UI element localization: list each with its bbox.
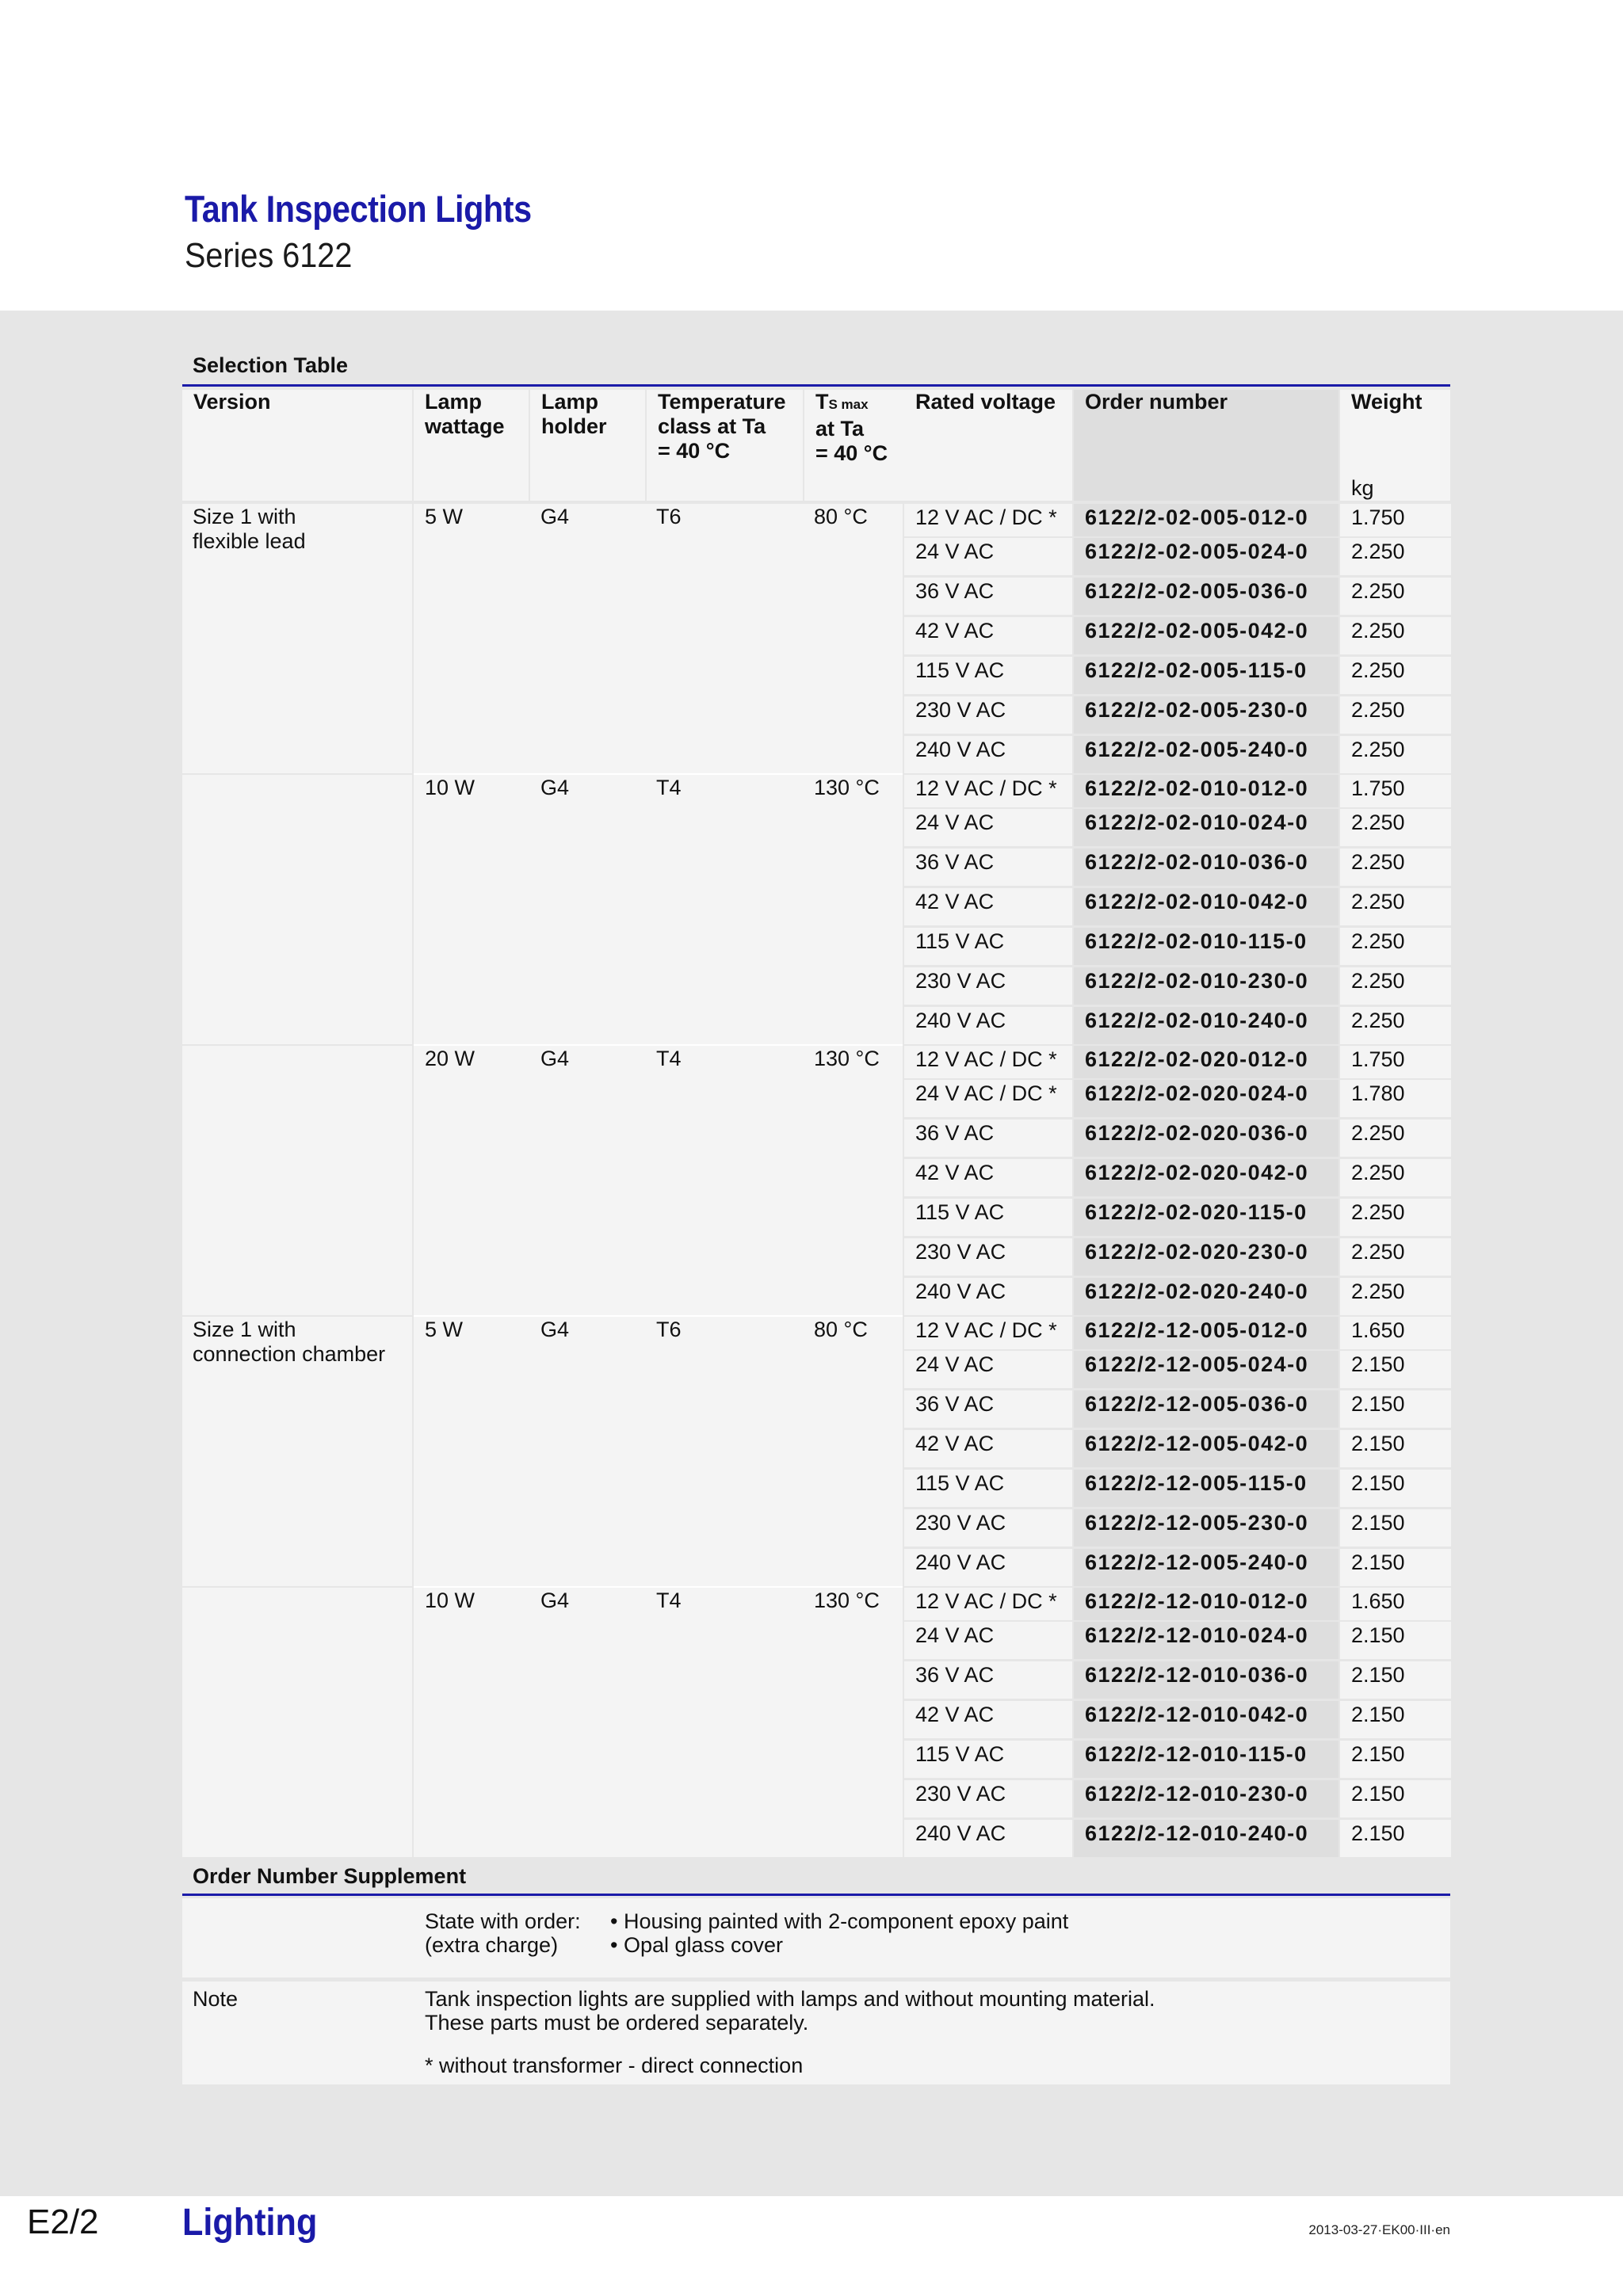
rated-voltage-cell: 115 V AC — [904, 1470, 1072, 1507]
spec-cells — [414, 1046, 903, 1315]
rated-voltage-cell: 240 V AC — [904, 1549, 1072, 1586]
weight-cell: 1.780 — [1340, 1080, 1451, 1117]
rated-voltage-cell: 12 V AC / DC * — [904, 1317, 1072, 1349]
table-row — [904, 1007, 1451, 1044]
order-number-cell: 6122/2-12-010-012-0 — [1074, 1588, 1338, 1620]
weight-cell: 2.150 — [1340, 1470, 1451, 1507]
weight-cell: 2.150 — [1340, 1509, 1451, 1547]
weight-cell: 2.150 — [1340, 1351, 1451, 1388]
column-header-lamp-holder: Lamp holder — [530, 390, 645, 501]
version-cell — [182, 1588, 412, 1857]
table-row — [904, 967, 1451, 1005]
weight-cell: 2.250 — [1340, 578, 1451, 615]
temperature-class: T6 — [656, 505, 682, 528]
weight-cell: 2.250 — [1340, 1007, 1451, 1044]
table-row — [904, 1159, 1451, 1196]
rated-voltage-cell: 240 V AC — [904, 1820, 1072, 1857]
ts-max: 130 °C — [814, 1047, 880, 1070]
order-number-cell: 6122/2-12-010-240-0 — [1074, 1820, 1338, 1857]
rated-voltage-cell: 115 V AC — [904, 928, 1072, 965]
table-row — [904, 1351, 1451, 1388]
order-number-cell: 6122/2-02-010-024-0 — [1074, 809, 1338, 846]
order-number-cell: 6122/2-02-020-115-0 — [1074, 1199, 1338, 1236]
table-row — [904, 849, 1451, 886]
order-number-cell: 6122/2-02-020-240-0 — [1074, 1278, 1338, 1315]
column-header-version: Version — [182, 390, 412, 501]
column-header-weight: Weight kg — [1340, 390, 1450, 501]
rated-voltage-cell: 240 V AC — [904, 736, 1072, 773]
order-number-cell: 6122/2-02-005-230-0 — [1074, 696, 1338, 734]
order-number-cell: 6122/2-12-010-115-0 — [1074, 1741, 1338, 1778]
weight-cell: 2.250 — [1340, 849, 1451, 886]
supplement-title: Order Number Supplement — [193, 1864, 467, 1888]
table-row — [904, 1741, 1451, 1778]
column-header-order-number: Order number — [1074, 390, 1338, 501]
order-number-cell: 6122/2-02-010-240-0 — [1074, 1007, 1338, 1044]
rated-voltage-cell: 115 V AC — [904, 1199, 1072, 1236]
rated-voltage-cell: 36 V AC — [904, 1119, 1072, 1157]
group-separator — [414, 1586, 903, 1588]
order-number-cell: 6122/2-02-010-042-0 — [1074, 888, 1338, 925]
rated-voltage-cell: 230 V AC — [904, 696, 1072, 734]
table-row — [904, 888, 1451, 925]
table-row — [904, 538, 1451, 575]
table-header-rule — [182, 384, 1450, 387]
table-row — [904, 1661, 1451, 1699]
table-row — [904, 1780, 1451, 1817]
table-row — [904, 809, 1451, 846]
table-row — [904, 617, 1451, 654]
spec-cells — [414, 775, 903, 1044]
footer-document-code: 2013-03-27·EK00·III·en — [1308, 2222, 1450, 2237]
weight-cell: 2.150 — [1340, 1622, 1451, 1659]
ts-max: 80 °C — [814, 505, 868, 528]
rated-voltage-cell: 12 V AC / DC * — [904, 775, 1072, 807]
table-row — [904, 1430, 1451, 1467]
weight-cell: 2.150 — [1340, 1701, 1451, 1738]
column-header-lamp-wattage: Lamp wattage — [414, 390, 529, 501]
order-number-cell: 6122/2-12-005-115-0 — [1074, 1470, 1338, 1507]
order-number-cell: 6122/2-02-005-024-0 — [1074, 538, 1338, 575]
order-number-cell: 6122/2-12-010-024-0 — [1074, 1622, 1338, 1659]
order-number-cell: 6122/2-02-020-024-0 — [1074, 1080, 1338, 1117]
table-row — [904, 1622, 1451, 1659]
table-row — [904, 1046, 1451, 1078]
rated-voltage-cell: 42 V AC — [904, 1701, 1072, 1738]
temperature-class: T6 — [656, 1318, 682, 1341]
rated-voltage-cell: 12 V AC / DC * — [904, 1046, 1072, 1078]
table-row — [904, 1588, 1451, 1620]
version-line: Size 1 with — [193, 1318, 296, 1341]
order-number-cell: 6122/2-12-005-042-0 — [1074, 1430, 1338, 1467]
order-number-cell: 6122/2-02-020-230-0 — [1074, 1238, 1338, 1276]
order-number-cell: 6122/2-12-010-036-0 — [1074, 1661, 1338, 1699]
rated-voltage-cell: 24 V AC / DC * — [904, 1080, 1072, 1117]
rated-voltage-cell: 12 V AC / DC * — [904, 1588, 1072, 1620]
weight-unit: kg — [1351, 476, 1374, 500]
weight-cell: 2.250 — [1340, 1159, 1451, 1196]
lamp-wattage: 10 W — [425, 776, 475, 799]
order-number-cell: 6122/2-02-020-012-0 — [1074, 1046, 1338, 1078]
spec-cells — [414, 1588, 903, 1857]
spec-cells — [414, 1317, 903, 1586]
table-row — [904, 1080, 1451, 1117]
weight-cell: 2.250 — [1340, 1238, 1451, 1276]
ts-max: 130 °C — [814, 776, 880, 799]
rated-voltage-cell: 36 V AC — [904, 849, 1072, 886]
weight-cell: 1.650 — [1340, 1588, 1451, 1620]
group-separator — [414, 1315, 903, 1317]
order-number-cell: 6122/2-02-005-115-0 — [1074, 657, 1338, 694]
order-number-cell: 6122/2-12-005-024-0 — [1074, 1351, 1338, 1388]
column-header-rated-voltage: Rated voltage — [904, 390, 1072, 501]
table-row — [904, 1701, 1451, 1738]
order-number-cell: 6122/2-02-005-012-0 — [1074, 504, 1338, 536]
weight-cell: 2.150 — [1340, 1661, 1451, 1699]
order-number-cell: 6122/2-12-005-036-0 — [1074, 1390, 1338, 1428]
table-row — [904, 1470, 1451, 1507]
weight-cell: 1.750 — [1340, 775, 1451, 807]
weight-cell: 2.150 — [1340, 1820, 1451, 1857]
table-row — [904, 1820, 1451, 1857]
table-row — [904, 578, 1451, 615]
supplement-option: • Housing painted with 2-component epoxy paint — [610, 1909, 1069, 1933]
weight-cell: 2.250 — [1340, 538, 1451, 575]
order-number-cell: 6122/2-02-010-036-0 — [1074, 849, 1338, 886]
weight-cell: 2.250 — [1340, 809, 1451, 846]
spec-cells — [414, 504, 903, 773]
order-number-cell: 6122/2-02-005-042-0 — [1074, 617, 1338, 654]
rated-voltage-cell: 24 V AC — [904, 538, 1072, 575]
table-row — [904, 1119, 1451, 1157]
weight-cell: 2.250 — [1340, 888, 1451, 925]
rated-voltage-cell: 42 V AC — [904, 888, 1072, 925]
version-line: flexible lead — [193, 529, 306, 553]
supplement-options — [610, 1909, 1068, 1957]
table-row — [904, 1509, 1451, 1547]
supplement-option: • Opal glass cover — [610, 1933, 784, 1957]
weight-cell: 2.250 — [1340, 1199, 1451, 1236]
lamp-wattage: 20 W — [425, 1047, 475, 1070]
note-label: Note — [193, 1987, 239, 2011]
rated-voltage-cell: 240 V AC — [904, 1007, 1072, 1044]
order-number-cell: 6122/2-12-005-240-0 — [1074, 1549, 1338, 1586]
group-separator — [414, 773, 903, 775]
temperature-class: T4 — [656, 1589, 682, 1612]
rated-voltage-cell: 36 V AC — [904, 1661, 1072, 1699]
rated-voltage-cell: 115 V AC — [904, 657, 1072, 694]
order-number-cell: 6122/2-02-005-240-0 — [1074, 736, 1338, 773]
order-number-cell: 6122/2-02-010-012-0 — [1074, 775, 1338, 807]
weight-cell: 2.250 — [1340, 617, 1451, 654]
order-number-cell: 6122/2-02-020-036-0 — [1074, 1119, 1338, 1157]
lamp-holder: G4 — [540, 505, 570, 528]
rated-voltage-cell: 115 V AC — [904, 1741, 1072, 1778]
rated-voltage-cell: 42 V AC — [904, 617, 1072, 654]
lamp-wattage: 5 W — [425, 1318, 464, 1341]
version-label — [193, 1318, 385, 1367]
table-row — [904, 1199, 1451, 1236]
weight-cell: 2.150 — [1340, 1549, 1451, 1586]
version-cell — [182, 1046, 412, 1315]
weight-cell: 2.150 — [1340, 1430, 1451, 1467]
version-cell — [182, 775, 412, 1044]
weight-cell: 2.150 — [1340, 1741, 1451, 1778]
ts-max: 80 °C — [814, 1318, 868, 1341]
weight-cell: 2.250 — [1340, 967, 1451, 1005]
rated-voltage-cell: 12 V AC / DC * — [904, 504, 1072, 536]
note-text: Tank inspection lights are supplied with lamps and without mounting material. These parts must be ordered separately. * without transformer - direct connection — [425, 1987, 1155, 2077]
version-label — [193, 505, 306, 554]
lamp-holder: G4 — [540, 1047, 570, 1070]
table-row — [904, 1549, 1451, 1586]
rated-voltage-cell: 24 V AC — [904, 809, 1072, 846]
order-number-cell: 6122/2-12-010-042-0 — [1074, 1701, 1338, 1738]
rated-voltage-cell: 240 V AC — [904, 1278, 1072, 1315]
order-number-cell: 6122/2-12-005-230-0 — [1074, 1509, 1338, 1547]
supplement-rule — [182, 1894, 1450, 1896]
ts-max: 130 °C — [814, 1589, 880, 1612]
lamp-wattage: 10 W — [425, 1589, 475, 1612]
column-header-ts-max: TS max at Ta = 40 °C — [804, 390, 906, 501]
rated-voltage-cell: 230 V AC — [904, 1238, 1072, 1276]
weight-cell: 2.250 — [1340, 657, 1451, 694]
weight-cell: 2.250 — [1340, 1119, 1451, 1157]
weight-cell: 2.150 — [1340, 1390, 1451, 1428]
weight-cell: 2.250 — [1340, 1278, 1451, 1315]
rated-voltage-cell: 42 V AC — [904, 1159, 1072, 1196]
weight-cell: 2.250 — [1340, 736, 1451, 773]
rated-voltage-cell: 24 V AC — [904, 1351, 1072, 1388]
order-number-cell: 6122/2-02-005-036-0 — [1074, 578, 1338, 615]
rated-voltage-cell: 230 V AC — [904, 1780, 1072, 1817]
rated-voltage-cell: 230 V AC — [904, 1509, 1072, 1547]
weight-cell: 1.750 — [1340, 504, 1451, 536]
table-row — [904, 657, 1451, 694]
order-number-cell: 6122/2-02-010-115-0 — [1074, 928, 1338, 965]
footer-section-title: Lighting — [182, 2202, 318, 2244]
table-row — [904, 1390, 1451, 1428]
lamp-holder: G4 — [540, 776, 570, 799]
weight-cell: 1.650 — [1340, 1317, 1451, 1349]
version-line: connection chamber — [193, 1342, 386, 1366]
rated-voltage-cell: 36 V AC — [904, 578, 1072, 615]
order-number-cell: 6122/2-12-010-230-0 — [1074, 1780, 1338, 1817]
rated-voltage-cell: 36 V AC — [904, 1390, 1072, 1428]
weight-cell: 2.250 — [1340, 696, 1451, 734]
column-header-temperature-class: Temperature class at Ta = 40 °C — [647, 390, 803, 501]
table-row — [904, 928, 1451, 965]
order-number-cell: 6122/2-02-010-230-0 — [1074, 967, 1338, 1005]
page-title: Tank Inspection Lights — [185, 188, 532, 230]
table-row — [904, 775, 1451, 807]
rated-voltage-cell: 42 V AC — [904, 1430, 1072, 1467]
page-number: E2/2 — [27, 2203, 99, 2241]
group-separator — [414, 1044, 903, 1046]
supplement-state-label: State with order: (extra charge) — [425, 1909, 581, 1957]
version-line: Size 1 with — [193, 505, 296, 528]
weight-cell: 2.250 — [1340, 928, 1451, 965]
lamp-holder: G4 — [540, 1318, 570, 1341]
table-row — [904, 504, 1451, 536]
table-caption: Selection Table — [193, 353, 349, 377]
table-row — [904, 1317, 1451, 1349]
order-number-cell: 6122/2-12-005-012-0 — [1074, 1317, 1338, 1349]
rated-voltage-cell: 230 V AC — [904, 967, 1072, 1005]
lamp-holder: G4 — [540, 1589, 570, 1612]
temperature-class: T4 — [656, 776, 682, 799]
order-number-cell: 6122/2-02-020-042-0 — [1074, 1159, 1338, 1196]
table-row — [904, 1238, 1451, 1276]
temperature-class: T4 — [656, 1047, 682, 1070]
table-row — [904, 736, 1451, 773]
page-subtitle: Series 6122 — [185, 236, 353, 275]
table-row — [904, 696, 1451, 734]
table-row — [904, 1278, 1451, 1315]
rated-voltage-cell: 24 V AC — [904, 1622, 1072, 1659]
lamp-wattage: 5 W — [425, 505, 464, 528]
weight-cell: 2.150 — [1340, 1780, 1451, 1817]
weight-cell: 1.750 — [1340, 1046, 1451, 1078]
